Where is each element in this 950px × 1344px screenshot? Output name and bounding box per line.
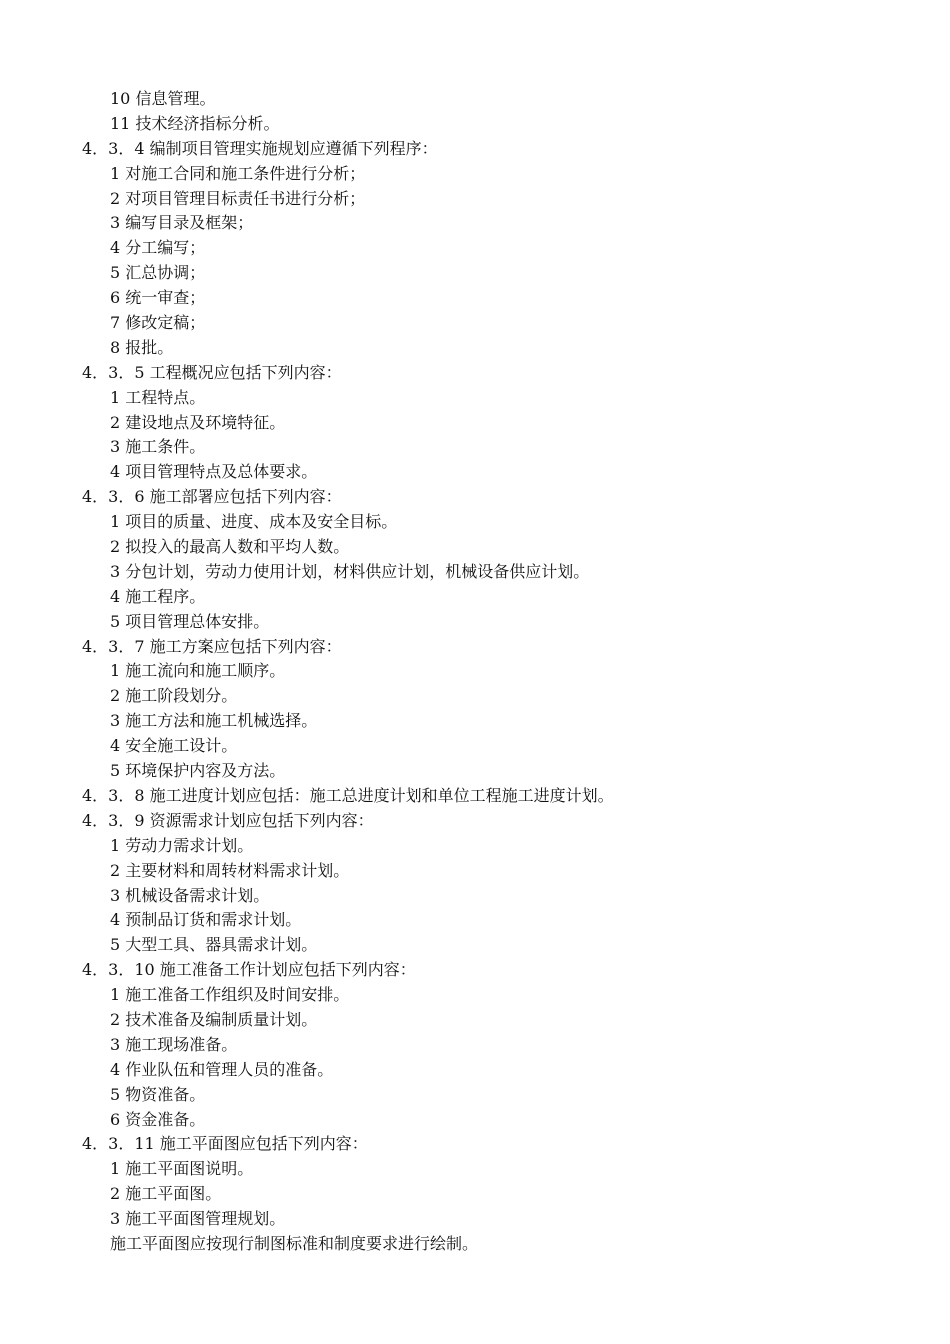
list-item: 2 施工阶段划分。 [110,686,238,706]
list-item: 3 编写目录及框架； [110,213,254,233]
list-item: 3 施工方法和施工机械选择。 [110,711,318,731]
list-item: 4 预制品订货和需求计划。 [110,910,302,930]
list-item: 2 拟投入的最高人数和平均人数。 [110,537,350,557]
document-page [0,87,950,1257]
list-item: 2 对项目管理目标责任书进行分析； [110,188,366,208]
list-item: 4 施工程序。 [110,586,206,606]
note-paragraph: 施工平面图应按现行制图标准和制度要求进行绘制。 [110,1233,479,1253]
section-heading: 4．3．9 资源需求计划应包括下列内容： [82,810,374,830]
list-item: 11 技术经济指标分析。 [110,113,280,133]
list-item: 2 施工平面图。 [110,1184,222,1204]
list-item: 3 机械设备需求计划。 [110,885,270,905]
section-heading: 4．3．8 施工进度计划应包括：施工总进度计划和单位工程施工进度计划。 [82,785,614,805]
list-item: 1 项目的质量、进度、成本及安全目标。 [110,512,398,532]
list-item: 5 物资准备。 [110,1084,206,1104]
list-item: 5 项目管理总体安排。 [110,611,270,631]
list-item: 7 修改定稿； [110,313,206,333]
section-heading: 4．3．5 工程概况应包括下列内容： [82,362,342,382]
list-item: 6 统一审查； [110,288,206,308]
list-item: 8 报批。 [110,337,174,357]
section-heading: 4．3．10 施工准备工作计划应包括下列内容： [82,960,416,980]
section-heading: 4．3．7 施工方案应包括下列内容： [82,636,342,656]
list-item: 1 劳动力需求计划。 [110,835,254,855]
list-item: 5 汇总协调； [110,263,206,283]
list-item: 1 工程特点。 [110,387,206,407]
list-item: 4 安全施工设计。 [110,736,238,756]
list-item: 2 技术准备及编制质量计划。 [110,1009,318,1029]
list-item: 1 对施工合同和施工条件进行分析； [110,163,366,183]
section-heading: 4．3．6 施工部署应包括下列内容： [82,487,342,507]
list-item: 10 信息管理。 [110,89,216,108]
list-item: 4 项目管理特点及总体要求。 [110,462,318,482]
list-item: 3 施工现场准备。 [110,1034,238,1054]
list-item: 6 资金准备。 [110,1109,206,1129]
list-item: 5 大型工具、器具需求计划。 [110,935,318,955]
list-item: 5 环境保护内容及方法。 [110,761,286,781]
section-heading: 4．3．11 施工平面图应包括下列内容： [82,1134,368,1154]
list-item: 1 施工流向和施工顺序。 [110,661,286,681]
list-item: 3 施工条件。 [110,437,206,457]
list-item: 3 分包计划，劳动力使用计划，材料供应计划，机械设备供应计划。 [110,561,590,581]
list-item: 4 分工编写； [110,238,206,258]
list-item: 3 施工平面图管理规划。 [110,1209,286,1229]
section-heading: 4．3．4 编制项目管理实施规划应遵循下列程序： [82,138,438,158]
list-item: 1 施工准备工作组织及时间安排。 [110,985,350,1005]
list-item: 4 作业队伍和管理人员的准备。 [110,1059,334,1079]
list-item: 2 主要材料和周转材料需求计划。 [110,860,350,880]
list-item: 1 施工平面图说明。 [110,1159,254,1179]
list-item: 2 建设地点及环境特征。 [110,412,286,432]
